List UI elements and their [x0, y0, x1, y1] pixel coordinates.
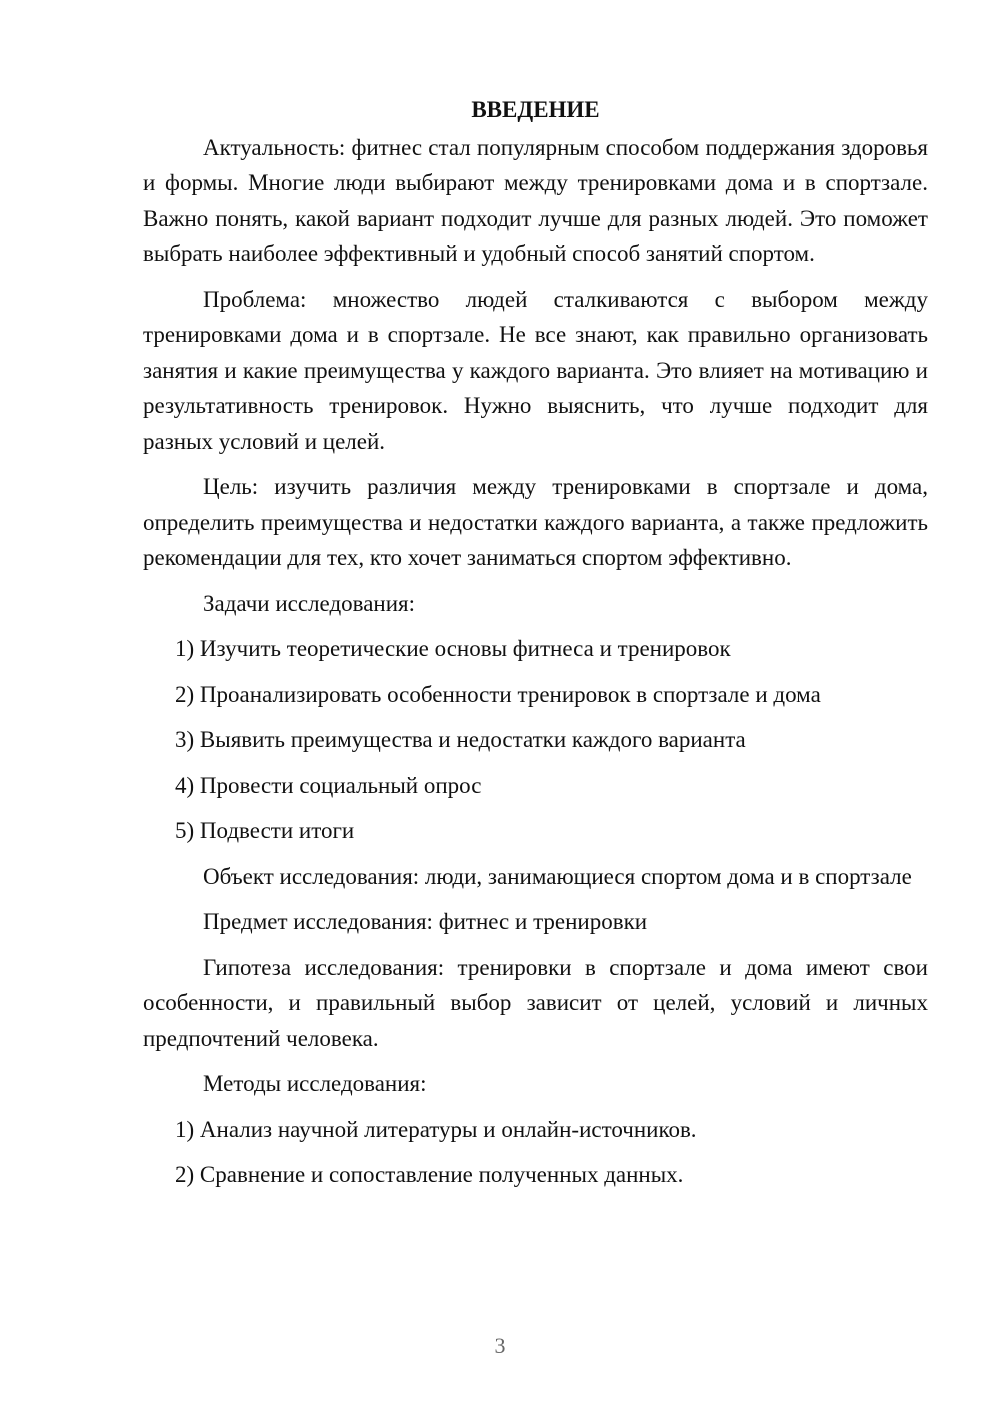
method-item: 1) Анализ научной литературы и онлайн-источников.	[175, 1116, 697, 1142]
hypothesis-paragraph: Гипотеза исследования: тренировки в спортзале и дома имеют свои особенности, и правильный выбор зависит от целей, условий и личных предпочтений человека.	[143, 954, 928, 1051]
task-item: 3) Выявить преимущества и недостатки каждого варианта	[175, 727, 746, 752]
task-item: 1) Изучить теоретические основы фитнеса и тренировок	[175, 636, 731, 661]
page-title: ВВЕДЕНИЕ	[471, 97, 600, 122]
relevance-paragraph: Актуальность: фитнес стал популярным способом поддержания здоровья и формы. Многие люди выбирают между тренировками дома и в спортзале. Важно понять, какой вариант подходит лучше для разных людей. Это поможет выбрать наиболее эффективный и удобный способ занятий спортом.	[143, 134, 928, 266]
task-item: 4) Провести социальный опрос	[175, 772, 482, 798]
tasks-heading: Задачи исследования:	[203, 590, 416, 616]
subject-paragraph: Предмет исследования: фитнес и тренировки	[203, 909, 648, 934]
methods-heading: Методы исследования:	[203, 1071, 427, 1096]
task-item: 2) Проанализировать особенности тренировок в спортзале и дома	[175, 681, 821, 707]
method-item: 2) Сравнение и сопоставление полученных данных.	[175, 1162, 684, 1187]
document-page	[143, 92, 928, 1203]
object-paragraph: Объект исследования: люди, занимающиеся спортом дома и в спортзале	[203, 863, 912, 889]
goal-paragraph: Цель: изучить различия между тренировками в спортзале и дома, определить преимущества и недостатки каждого варианта, а также предложить рекомендации для тех, кто хочет заниматься спортом эффективно.	[143, 474, 928, 570]
problem-paragraph: Проблема: множество людей сталкиваются с выбором между тренировками дома и в спортзале. Не все знают, как правильно организовать занятия и какие преимущества у каждого варианта. Это влияет на мотивацию и результативность тренировок. Нужно выяснить, что лучше подходит для разных условий и целей.	[143, 286, 928, 454]
task-item: 5) Подвести итоги	[175, 818, 355, 843]
page-number: 3	[494, 1333, 506, 1358]
